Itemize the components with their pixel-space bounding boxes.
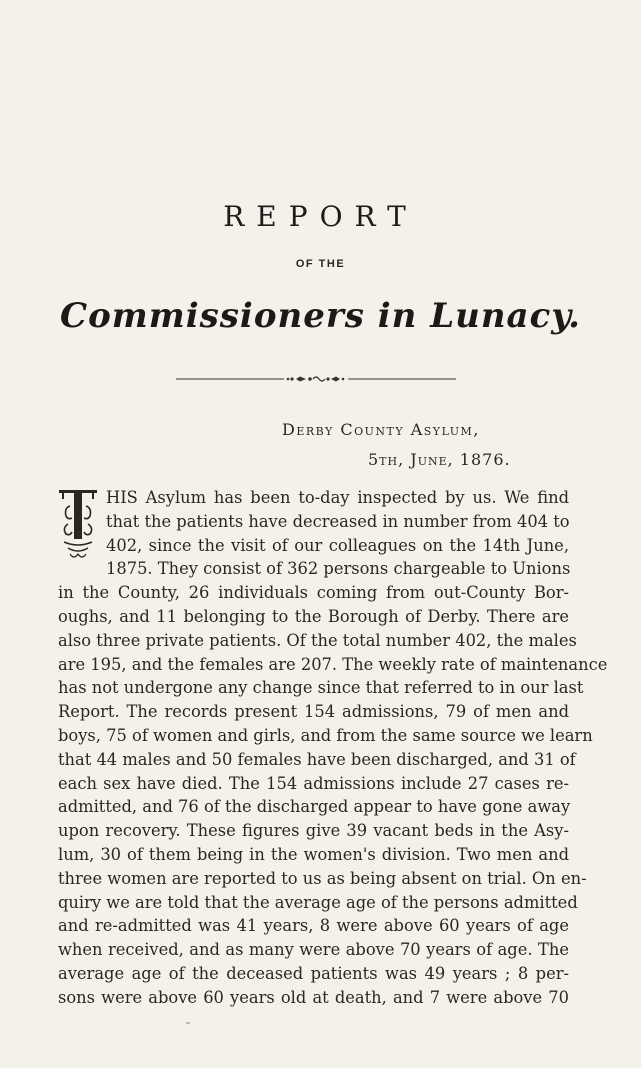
of-the-label: OF THE	[295, 258, 346, 270]
body-line: sons were above 60 years old at death, and 7 were above 70	[58, 987, 569, 1007]
body-line: quiry we are told that the average age of the persons admitted	[58, 892, 578, 912]
body-line: HIS Asylum has been to-day inspected by us. We find	[106, 488, 569, 507]
body-line: oughs, and 11 belonging to the Borough of Derby. There are	[58, 606, 569, 626]
body-line: has not undergone any change since that referred to in our last	[58, 678, 584, 698]
body-line: three women are reported to us as being absent on trial. On en-	[58, 868, 587, 888]
report-title: REPORT	[223, 200, 418, 233]
body-line: boys, 75 of women and girls, and from the same source we learn	[58, 725, 593, 745]
body-line: admitted, and 76 of the discharged appear to have gone away	[58, 797, 571, 817]
body-line: also three private patients. Of the total number 402, the males	[58, 630, 577, 650]
body-line: when received, and as many were above 70 years of age. The	[58, 940, 569, 960]
asylum-name: Derby County Asylum,	[282, 420, 480, 439]
page-speck	[186, 1022, 190, 1024]
inspection-date: 5th, June, 1876.	[368, 450, 511, 469]
body-line: lum, 30 of them being in the women's division. Two men and	[58, 844, 569, 864]
body-line: average age of the deceased patients was 49 years ; 8 per-	[58, 963, 569, 983]
body-line: and re-admitted was 41 years, 8 were above 60 years of age	[58, 916, 569, 936]
body-line: Report. The records present 154 admissions, 79 of men and	[58, 702, 569, 722]
body-line: that 44 males and 50 females have been discharged, and 31 of	[58, 749, 576, 769]
body-line: that the patients have decreased in number from 404 to	[106, 511, 570, 531]
body-line: upon recovery. These figures give 39 vacant beds in the Asy-	[58, 821, 569, 841]
report-body	[58, 486, 608, 1010]
body-line: 1875. They consist of 362 persons chargeable to Unions	[106, 559, 571, 579]
commissioners-heading: Commissioners in Lunacy.	[60, 296, 581, 336]
body-line: 402, since the visit of our colleagues on the 14th June,	[106, 535, 569, 555]
body-line: each sex have died. The 154 admissions include 27 cases re-	[58, 773, 569, 793]
body-line: are 195, and the females are 207. The weekly rate of maintenance	[58, 654, 608, 674]
body-line: in the County, 26 individuals coming from out-County Bor-	[58, 583, 569, 603]
ornamental-rule-icon	[176, 375, 456, 383]
